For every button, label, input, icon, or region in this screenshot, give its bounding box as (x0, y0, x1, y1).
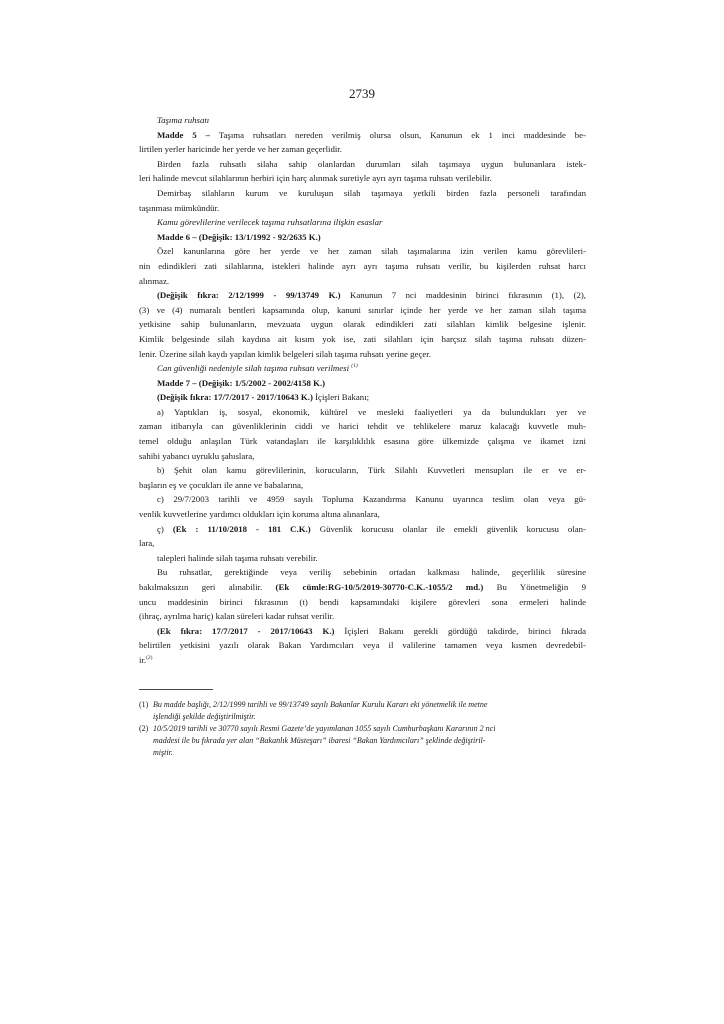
footnote-reference: (2) (146, 655, 153, 662)
text-line (139, 113, 586, 128)
bold-reference: (Ek fıkra: 17/7/2017 - 2017/10643 K.) (157, 625, 335, 636)
line-text: uncu maddesinin birinci fıkrasının (t) bendi kapsamındaki kişilere görevleri sona ermeleri halinde (139, 596, 586, 607)
footnote-text: maddesi ile bu fıkrada yer alan “Bakanlık Müsteşarı” ibaresi “Bakan Yardımcıları” şeklinde değiştiril- (153, 736, 486, 745)
footnote-reference: (1) (351, 363, 358, 370)
text-line (139, 244, 586, 259)
text-line (139, 390, 586, 405)
text-line (139, 449, 586, 464)
text-line (139, 376, 586, 391)
line-text: (3) ve (4) numaralı bentleri kapsamında olup, kanuni sınırlar içinde her yerde ve her zaman silah taşıma (139, 304, 586, 315)
footnote-text: Bu madde başlığı, 2/12/1999 tarihli ve 99/13749 sayılı Bakanlar Kurulu Kararı eki yönetmelik ile metne (153, 700, 488, 709)
bold-reference: Madde 5 – (157, 129, 210, 140)
line-text: (ihraç, ayrılma hariç) kalan süreleri kadar ruhsat verilir. (139, 611, 335, 622)
text-line (139, 624, 586, 639)
line-text: b) Şehit olan kamu görevlilerinin, korucuların, Türk Silahlı Kuvvetleri mensupları ile er ve er- (157, 465, 586, 476)
text-line (139, 171, 586, 186)
footnote-line (139, 699, 586, 711)
line-text: lenir. Üzerine silah kaydı yapılan kimlik belgeleri silah taşıma ruhsatı yerine geçer. (139, 348, 431, 359)
text-line (139, 274, 586, 289)
line-prefix: ç) (157, 523, 173, 534)
line-text: Özel kanunlarına göre her yerde ve her zaman silah taşımalarına izin verilen kamu görevlileri- (157, 246, 586, 257)
footnote-line (139, 723, 586, 735)
line-text: Birden fazla ruhsatlı silaha sahip olanlardan durumları silah taşımaya uygun bulunanlara istek- (157, 158, 586, 169)
text-line (139, 595, 586, 610)
line-text: Kamu görevlilerine verilecek taşıma ruhsatlarına ilişkin esaslar (157, 217, 383, 228)
line-text: Demirbaş silahların kurum ve kuruluşun silah taşımaya yetkili birden fazla personeli tarafından (157, 187, 586, 198)
page-number: 2739 (349, 86, 375, 101)
text-line (139, 259, 586, 274)
line-text: sahibi yabancı uyruklu şahıslara, (139, 450, 255, 461)
footnote-mark: (2) (139, 724, 149, 733)
line-text: başların eş ve çocukları ile anne ve babalarına, (139, 479, 304, 490)
footnote-line (139, 735, 586, 747)
text-line (139, 201, 586, 216)
text-line (139, 609, 586, 624)
line-text: leri halinde mevcut silahlarının herbiri için harç alınmak suretiyle ayrı ayrı taşıma ruhsatı verilebilir. (139, 173, 492, 184)
line-text: Bu Yönetmeliğin 9 (483, 582, 586, 592)
line-prefix: bakılmaksızın geri alınabilir. (139, 582, 276, 592)
text-line (139, 653, 586, 668)
line-text: Güvenlik korucusu olanlar ile emekli güvenlik korucusu olan- (310, 523, 586, 534)
line-text: Kimlik belgesinde silah kaydına ait kısım yok ise, zati silahları için harçsız silah taşıma ruhsatı düzen- (139, 333, 586, 344)
line-text: belirtilen yetkisini yazılı olarak Bakan Yardımcıları veya il valilerine tamamen veya kısmen devredebil- (139, 640, 586, 651)
text-line (139, 317, 586, 332)
text-line (139, 157, 586, 172)
bold-reference: (Değişik fıkra: 17/7/2017 - 2017/10643 K.) (157, 392, 313, 403)
line-text: venlik kuvvetlerine yardımcı oldukları için koruma altına alınanlara, (139, 509, 380, 520)
text-line (139, 507, 586, 522)
text-line (139, 565, 586, 580)
footnote-text: 10/5/2019 tarihli ve 30770 sayılı Resmi Gazete’de yayımlanan 1055 sayılı Cumhurbaşkanı Kararının 2 nci (153, 724, 496, 733)
footnote-2 (139, 723, 586, 759)
text-line (139, 478, 586, 493)
text-line (139, 128, 586, 143)
line-text: ir. (139, 654, 147, 665)
text-line (139, 551, 586, 566)
bold-reference: Madde 6 – (Değişik: 13/1/1992 - 92/2635 K.) (157, 231, 321, 242)
footnote-line (139, 747, 586, 759)
line-text: İçişleri Bakanı gerekli gördüğü takdirde, birinci fıkrada (334, 625, 586, 636)
text-line (139, 522, 586, 537)
line-text: İçişleri Bakanı; (312, 392, 370, 403)
bold-reference: (Ek cümle:RG-10/5/2019-30770-C.K.-1055/2 md.) (275, 582, 484, 592)
line-text: Kanunun 7 nci maddesinin birinci fıkrasının (1), (2), (340, 290, 586, 301)
line-text: lirtilen yerler haricinde her yerde ve her zaman geçerlidir. (139, 144, 342, 155)
text-line (139, 303, 586, 318)
text-line (139, 215, 586, 230)
line-text: nin edindikleri zati silahlarına, istekleri halinde ayrı ayrı taşıma ruhsatı verilir, bu kişilerden ruhsat harcı (139, 260, 586, 271)
footnote-separator (139, 689, 213, 690)
line-text: Bu ruhsatlar, gerektiğinde veya veriliş sebebinin ortadan kalkması halinde, geçerlilik süresine (157, 567, 586, 578)
line-text: Taşıma ruhsatı (157, 115, 210, 125)
text-line (139, 230, 586, 245)
footnote-mark: (1) (139, 700, 149, 709)
line-text: temel olduğu anlaşılan Türk vatandaşları ile karşılıklılık esasına göre ülkemizde çalışma ve ikamet izni (139, 436, 586, 447)
footnote-text: işlendiği şekilde değiştirilmiştir. (153, 712, 256, 721)
text-line (139, 638, 586, 653)
text-line (139, 186, 586, 201)
line-text: yetkisine sahip bulunanların, mevzuata uygun olarak edindikleri zati silahları kimlik belgesine işlenir. (139, 319, 586, 330)
footnote-text: miştir. (153, 748, 173, 757)
bold-reference: (Ek : 11/10/2018 - 181 C.K.) (172, 523, 311, 534)
text-line (139, 288, 586, 303)
text-line (139, 405, 586, 420)
line-text: a) Yaptıkları iş, sosyal, ekonomik, kültürel ve mesleki faaliyetleri ya da bulundukları yer ve (157, 406, 586, 417)
line-text: Can güvenliği nedeniyle silah taşıma ruhsatı verilmesi (157, 363, 352, 374)
line-text: taşınması mümkündür. (139, 202, 220, 213)
body-text (139, 113, 586, 668)
text-line (139, 347, 586, 362)
text-line (139, 463, 586, 478)
text-line (139, 419, 586, 434)
line-text: alınmaz. (139, 275, 170, 286)
text-line (139, 142, 586, 157)
text-line (139, 332, 586, 347)
text-line (139, 361, 586, 376)
text-line (139, 580, 586, 595)
footnote-1 (139, 699, 586, 723)
text-line (139, 536, 586, 551)
footnote-line (139, 711, 586, 723)
text-line (139, 434, 586, 449)
line-text: lara, (139, 538, 155, 549)
line-text: Taşıma ruhsatları nereden verilmiş olursa olsun, Kanunun ek 1 inci maddesinde be- (210, 129, 586, 140)
bold-reference: (Değişik fıkra: 2/12/1999 - 99/13749 K.) (157, 290, 341, 301)
bold-reference: Madde 7 – (Değişik: 1/5/2002 - 2002/4158 K.) (157, 377, 326, 388)
line-text: talepleri halinde silah taşıma ruhsatı verebilir. (157, 552, 318, 563)
line-text: c) 29/7/2003 tarihli ve 4959 sayılı Topluma Kazandırma Kanunu uyarınca teslim olan veya gü- (157, 494, 586, 505)
line-text: zaman itibarıyla can güvenliklerinin ciddi ve harici tehdit ve tehlikelere maruz kalacağı kuvvetle muh- (139, 421, 586, 432)
text-line (139, 492, 586, 507)
